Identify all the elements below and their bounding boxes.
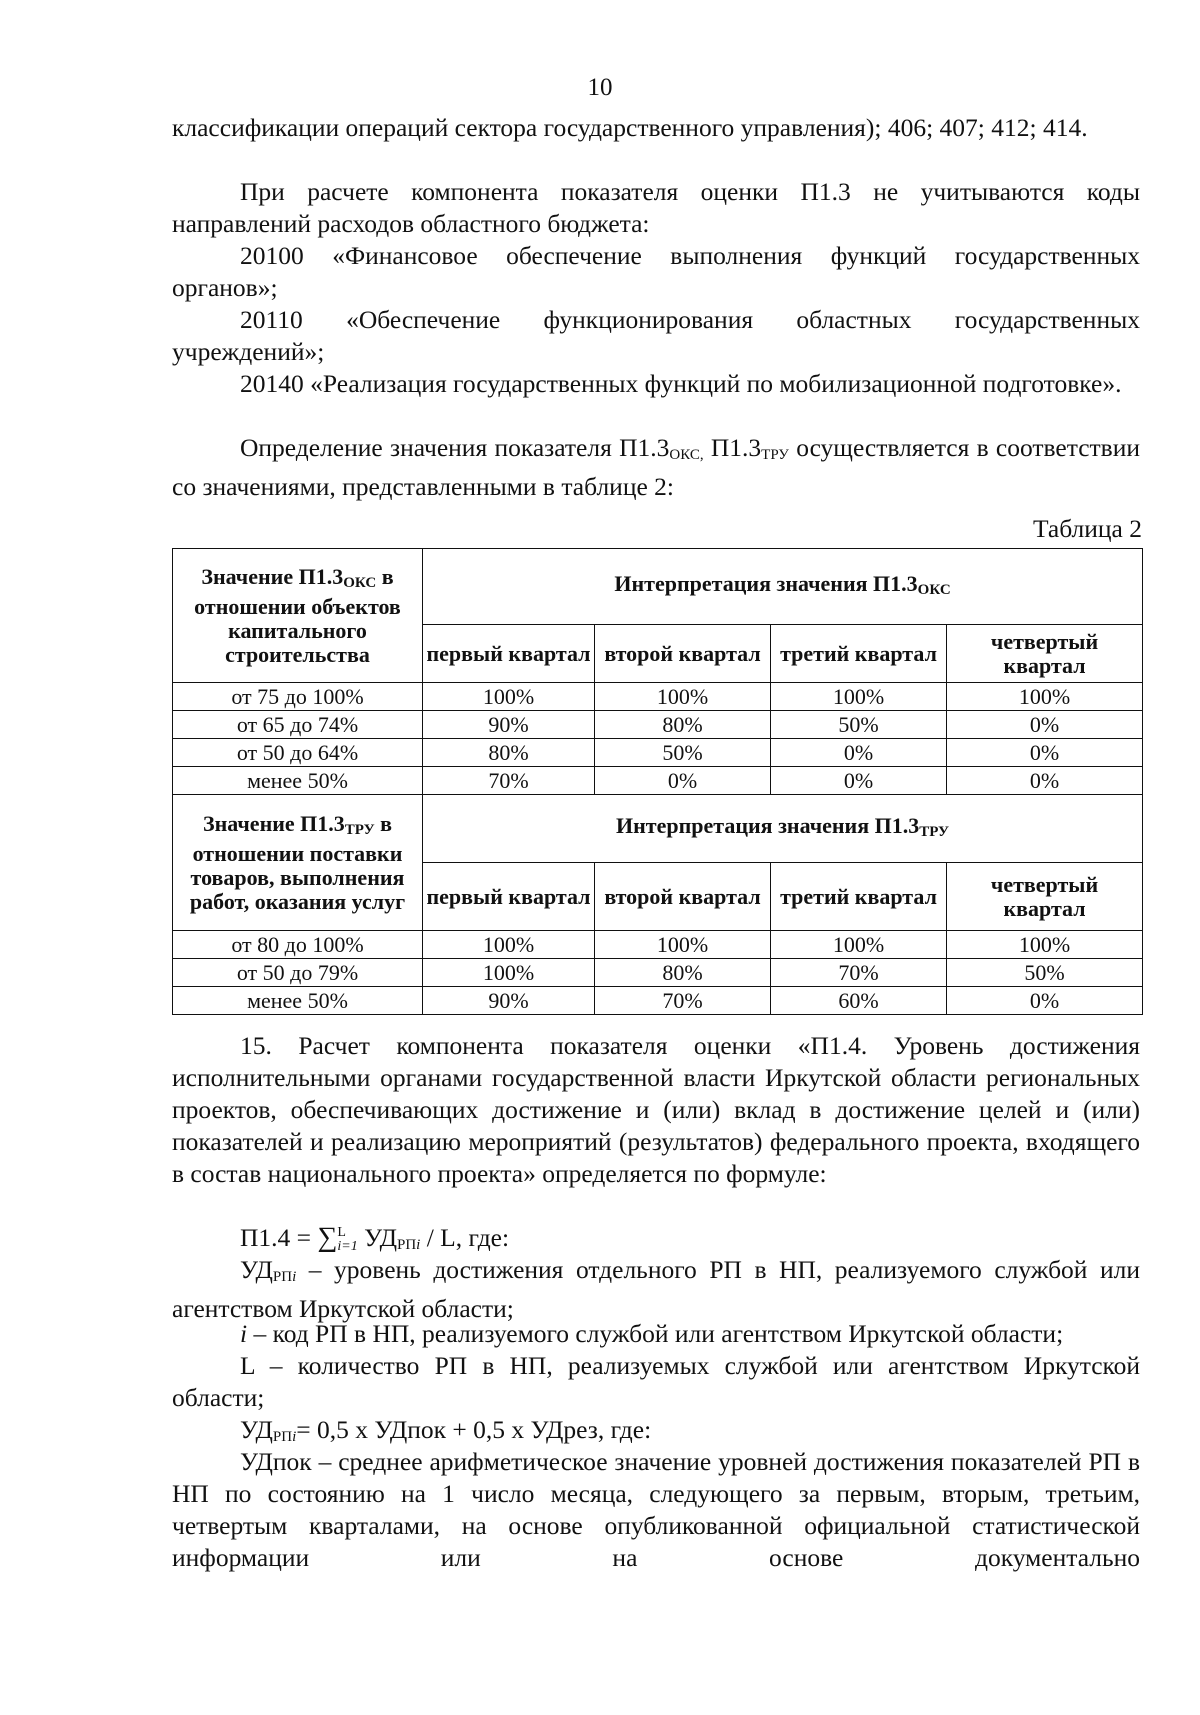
sum-upper-limit: L [337,1225,346,1241]
value-cell: 0% [771,767,947,795]
value-cell: 0% [947,987,1143,1015]
def-ud-text: – уровень достижения отдельного РП в НП, реализуемого службой или агентством Иркутской области; [172,1255,1140,1323]
formula2-lhs: УД [240,1415,273,1444]
tru-header-rest: в отношении поставки товаров, выполнения работ, оказания услуг [189,810,406,914]
formula-term-sub-text: РП [396,1237,417,1253]
range-cell: от 75 до 100% [173,683,423,711]
value-cell: 100% [595,931,771,959]
code-item-20110: 20110 «Обеспечение функционирования областных государственных учреждений»; [172,305,1140,366]
formula2-sub-text: РП [272,1429,293,1445]
formula-term: УД [357,1223,397,1252]
value-cell: 100% [595,683,771,711]
paragraph-calc: При расчете компонента показателя оценки П1.3 не учитываются коды направлений расходов областного бюджета: [172,177,1140,238]
value-cell: 0% [947,739,1143,767]
def-i-var: i [240,1319,248,1348]
value-cell: 70% [771,959,947,987]
tru-quarter-1: первый квартал [423,863,595,931]
value-cell: 0% [771,739,947,767]
table-row [173,739,1143,767]
definition-i [172,1318,1140,1350]
code-item-20140: 20140 «Реализация государственных функций по мобилизационной подготовке». [240,369,1122,398]
oks-quarter-1: первый квартал [423,625,595,683]
oks-header-cell [173,549,423,683]
value-cell: 100% [771,683,947,711]
tru-interp-label: Интерпретация значения П1.3 [615,812,920,838]
def-ud-sub-text: РП [272,1269,293,1285]
formula2-sub [273,1429,296,1445]
formula-term-index: i [416,1237,421,1253]
range-cell: менее 50% [173,767,423,795]
value-cell: 100% [423,683,595,711]
range-cell: от 50 до 79% [173,959,423,987]
sum-lower-limit: i=1 [337,1239,358,1255]
definition-L: L – количество РП в НП, реализуемых службой или агентством Иркутской области; [172,1351,1140,1412]
value-cell: 0% [595,767,771,795]
definition-ud [172,1254,1140,1325]
value-cell: 0% [947,767,1143,795]
def-text-b: П1.3 [703,433,762,462]
tru-header-cell [173,795,423,931]
formula-term-sub [397,1237,420,1253]
range-cell: от 65 до 74% [173,711,423,739]
oks-quarter-4: четвертый квартал [947,625,1143,683]
value-cell: 60% [771,987,947,1015]
value-cell: 80% [595,959,771,987]
value-cell: 50% [595,739,771,767]
value-cell: 100% [423,931,595,959]
value-cell: 0% [947,711,1143,739]
paragraph-15: 15. Расчет компонента показателя оценки «П1.4. Уровень достижения исполнительными органами государственной власти Иркутской области региональных проектов, обеспечивающих достижение и (или) вклад в достижение целей и (или) показателей и реализацию мероприятий (результатов) федерального проекта, входящего в состав национального проекта» определяется по формуле: [172,1031,1140,1188]
paragraph-definition [172,432,1140,503]
table-row [173,711,1143,739]
def-sub-tru: ТРУ [761,447,789,463]
oks-header-rest: в отношении объектов капитального строительства [194,563,401,667]
value-cell: 70% [423,767,595,795]
value-cell: 90% [423,987,595,1015]
oks-header-sub: ОКС [343,574,377,591]
sum-limits [337,1226,357,1254]
formula2-index: i [292,1429,297,1445]
def-i-text: – код РП в НП, реализуемого службой или агентством Иркутской области; [247,1319,1064,1348]
value-cell: 70% [595,987,771,1015]
value-cell: 100% [771,931,947,959]
formula-rest: / L, где: [420,1223,510,1252]
formula-lhs: П1.4 = [240,1223,318,1252]
tru-interpretation-header [423,795,1143,863]
value-cell: 50% [947,959,1143,987]
oks-interp-sub: ОКС [917,581,951,598]
page-number: 10 [587,74,613,101]
range-cell: от 80 до 100% [173,931,423,959]
oks-quarter-3: третий квартал [771,625,947,683]
tru-header-label: Значение П1.3 [202,810,345,836]
value-cell: 50% [771,711,947,739]
def-sub-oks: ОКС, [669,447,704,463]
tru-quarter-4: четвертый квартал [947,863,1143,931]
tru-interp-sub: ТРУ [919,823,950,840]
value-cell: 100% [947,931,1143,959]
oks-quarter-2: второй квартал [595,625,771,683]
table-row [173,683,1143,711]
value-cell: 80% [423,739,595,767]
value-cell: 100% [947,683,1143,711]
range-cell: от 50 до 64% [173,739,423,767]
value-cell: 80% [595,711,771,739]
tru-quarter-3: третий квартал [771,863,947,931]
table-row [173,931,1143,959]
def-text-c: осуществляется в соответствии со значениями, представленными в таблице 2: [172,433,1140,501]
def-ud-label: УД [240,1255,273,1284]
oks-header-label: Значение П1.3 [201,563,344,589]
tru-header-sub: ТРУ [344,821,375,838]
oks-interp-label: Интерпретация значения П1.3 [614,570,918,596]
def-text-a: Определение значения показателя П1.3 [240,433,670,462]
tru-quarter-2: второй квартал [595,863,771,931]
definition-udpok: УДпок – среднее арифметическое значение уровней достижения показателей РП в НП по состоянию на 1 число месяца, следующего за первым, вторым, третьим, четвертым кварталами, на основе опубликованной официальной статистической информации или на основе документально [172,1447,1140,1572]
table-2 [172,548,1143,1015]
sum-symbol: ∑ [317,1222,338,1253]
table-row [173,987,1143,1015]
value-cell: 90% [423,711,595,739]
oks-interpretation-header [423,549,1143,625]
range-cell: менее 50% [173,987,423,1015]
paragraph-intro [172,112,1140,144]
table-row [173,767,1143,795]
table-caption: Таблица 2 [1032,514,1142,543]
code-item-20100: 20100 «Финансовое обеспечение выполнения функций государственных органов»; [172,241,1140,302]
paragraph-intro-text: классификации операций сектора государственного управления); 406; 407; 412; 414. [172,113,1088,142]
formula2-rest: = 0,5 х УДпок + 0,5 х УДрез, где: [296,1415,652,1444]
table-row [173,959,1143,987]
value-cell: 100% [423,959,595,987]
def-ud-sub [273,1269,296,1285]
def-ud-index: i [292,1269,297,1285]
